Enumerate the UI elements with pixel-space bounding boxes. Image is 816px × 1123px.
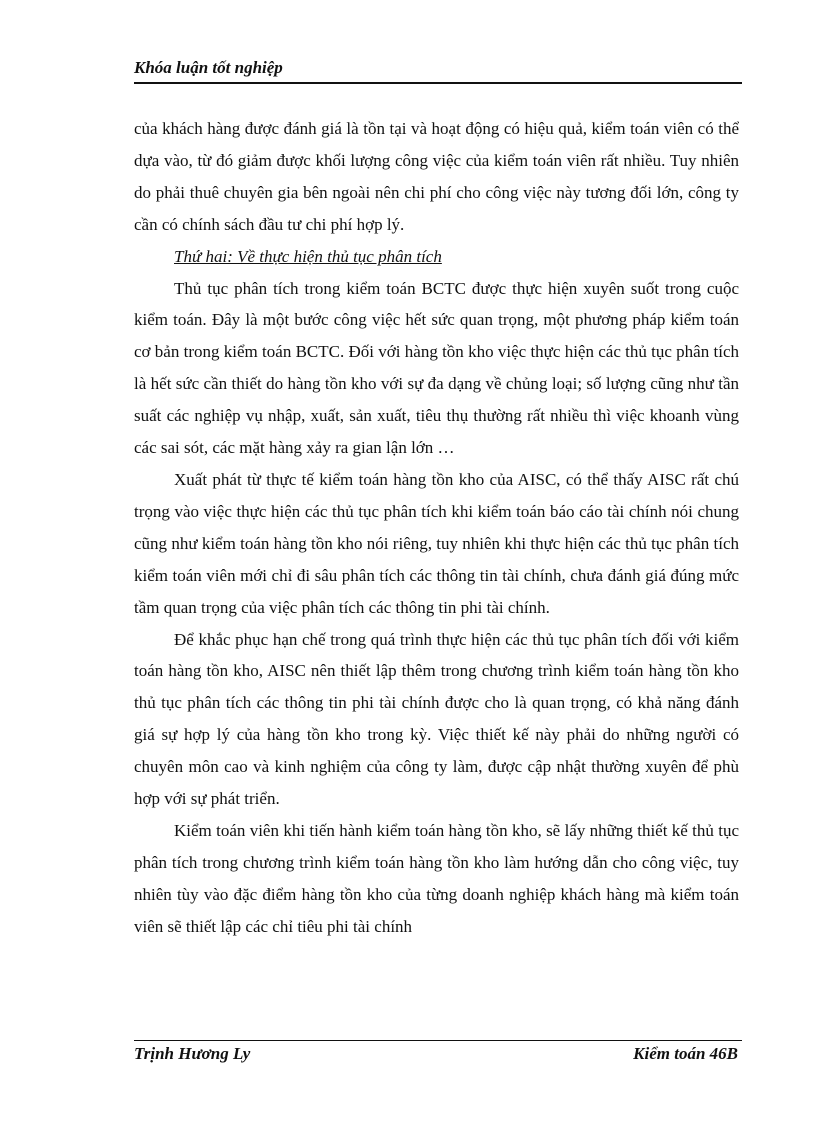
- paragraph: Kiểm toán viên khi tiến hành kiểm toán hàng tồn kho, sẽ lấy những thiết kế thủ tục phân tích trong chương trình kiểm toán hàng tồn kho làm hướng dẫn cho công việc, tuy nhiên tùy vào đặc điểm hàng tồn kho của từng doanh nghiệp khách hàng mà kiểm toán viên sẽ thiết lập các chỉ tiêu phi tài chính: [134, 820, 739, 936]
- header-title: Khóa luận tốt nghiệp: [134, 58, 283, 77]
- page-header: [134, 56, 742, 84]
- footer-author: Trịnh Hương Ly: [134, 1044, 251, 1063]
- body-text: [134, 113, 739, 943]
- paragraph: Để khắc phục hạn chế trong quá trình thực hiện các thủ tục phân tích đối với kiểm toán hàng tồn kho, AISC nên thiết lập thêm trong chương trình kiểm toán hàng tồn kho thủ tục phân tích các thông tin phi tài chính được cho là quan trọng, có khả năng đánh giá sự hợp lý của hàng tồn kho trong kỳ. Việc thiết kế này phải do những người có chuyên môn cao và kinh nghiệm của công ty làm, được cập nhật thường xuyên để phù hợp với sự phát triển.: [134, 629, 739, 809]
- section-heading: Thứ hai: Về thực hiện thủ tục phân tích: [174, 246, 442, 266]
- footer-class: Kiểm toán 46B: [633, 1044, 738, 1063]
- page-footer: [134, 1040, 742, 1071]
- paragraph-continuation: của khách hàng được đánh giá là tồn tại và hoạt động có hiệu quả, kiểm toán viên có thể dựa vào, từ đó giảm được khối lượng công việc của kiểm toán viên rất nhiều. Tuy nhiên do phải thuê chuyên gia bên ngoài nên chi phí cho công việc này tương đối lớn, công ty cần có chính sách đầu tư chi phí hợp lý.: [134, 119, 739, 234]
- paragraph: Thủ tục phân tích trong kiểm toán BCTC được thực hiện xuyên suốt trong cuộc kiểm toán. Đây là một bước công việc hết sức quan trọng, một phương pháp kiểm toán cơ bản trong kiểm toán BCTC. Đối với hàng tồn kho việc thực hiện các thủ tục phân tích là hết sức cần thiết do hàng tồn kho với sự đa dạng về chủng loại; số lượng cũng như tần suất các nghiệp vụ nhập, xuất, sản xuất, tiêu thụ thường rất nhiều thì việc khoanh vùng các sai sót, các mặt hàng xảy ra gian lận lớn …: [134, 278, 739, 458]
- paragraph: Xuất phát từ thực tế kiểm toán hàng tồn kho của AISC, có thể thấy AISC rất chú trọng vào việc thực hiện các thủ tục phân tích khi kiểm toán báo cáo tài chính nói chung cũng như kiểm toán hàng tồn kho nói riêng, tuy nhiên khi thực hiện các thủ tục phân tích kiểm toán viên mới chỉ đi sâu phân tích các thông tin tài chính, chưa đánh giá đúng mức tầm quan trọng của việc phân tích các thông tin phi tài chính.: [134, 469, 739, 617]
